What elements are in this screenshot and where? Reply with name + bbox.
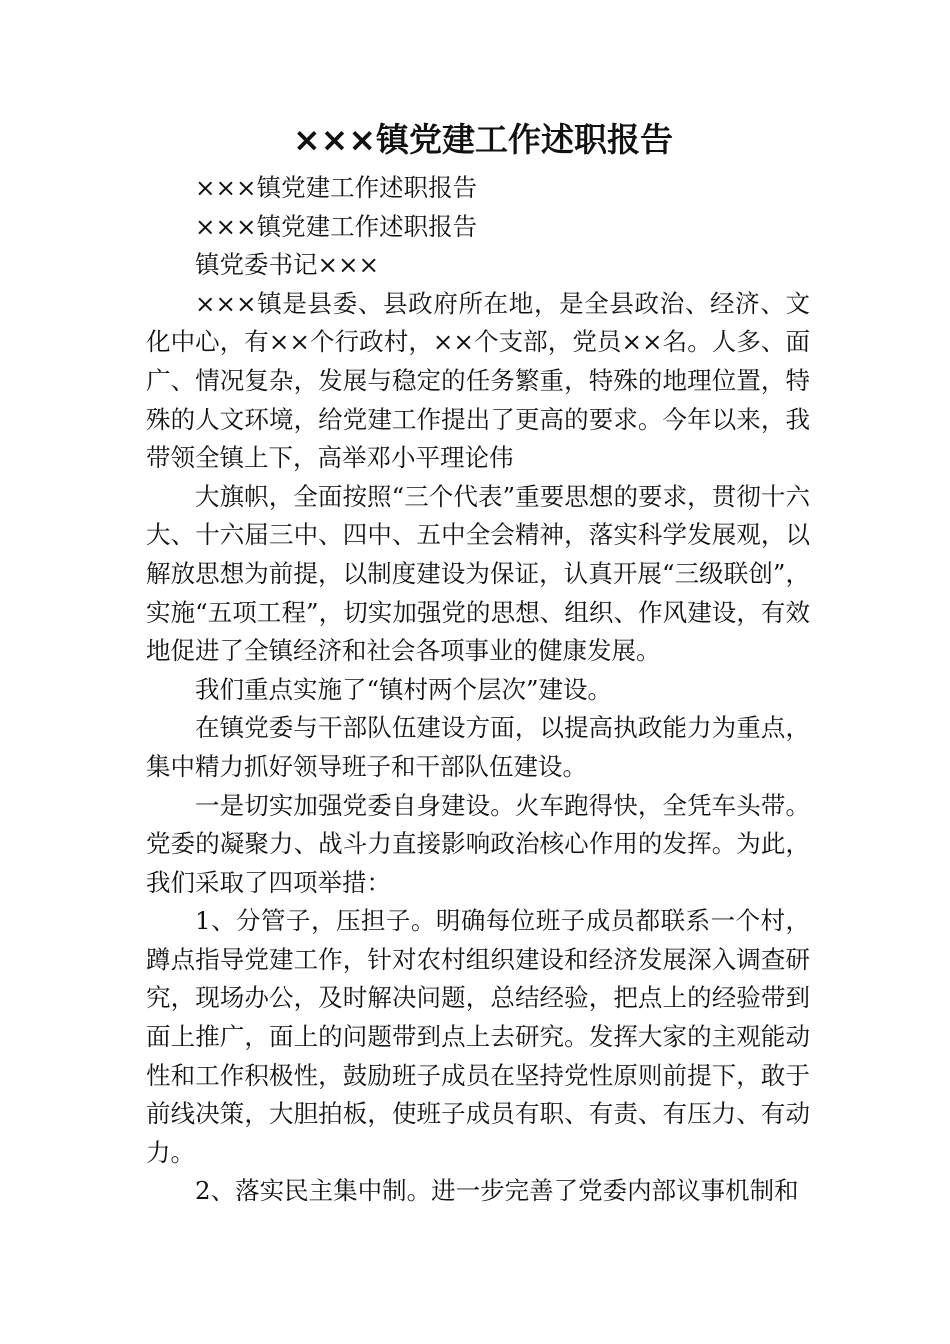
paragraph: 大旗帜，全面按照“三个代表”重要思想的要求，贯彻十六大、十六届三中、四中、五中全会精神，落实科学发展观，以解放思想为前提，以制度建设为保证，认真开展“三级联创”，实施“五项工程”，切实加强党的思想、组织、作风建设，有效地促进了全镇经济和社会各项事业的健康发展。 [146, 481, 810, 666]
paragraph: ×××镇是县委、县政府所在地，是全县政治、经济、文化中心，有××个行政村，××个支部，党员××名。人多、面广、情况复杂，发展与稳定的任务繁重，特殊的地理位置，特殊的人文环境，给党建工作提出了更高的要求。今年以来，我带领全镇上下，高举邓小平理论伟 [146, 288, 810, 473]
paragraph: 2、落实民主集中制。进一步完善了党委内部议事机制和 [195, 1176, 799, 1206]
paragraph: 镇党委书记××× [195, 250, 380, 280]
paragraph: 在镇党委与干部队伍建设方面，以提高执政能力为重点，集中精力抓好领导班子和干部队伍建设。 [146, 713, 810, 781]
document-title: ×××镇党建工作述职报告 [293, 120, 673, 159]
document-body [146, 169, 810, 1211]
paragraph: ×××镇党建工作述职报告 [195, 211, 478, 241]
paragraph: 一是切实加强党委自身建设。火车跑得快，全凭车头带。党委的凝聚力、战斗力直接影响政治核心作用的发挥。为此，我们采取了四项举措： [146, 790, 810, 897]
paragraph: ×××镇党建工作述职报告 [195, 173, 478, 202]
paragraph: 1、分管子，压担子。明确每位班子成员都联系一个村，蹲点指导党建工作，针对农村组织建设和经济发展深入调查研究，现场办公，及时解决问题，总结经验，把点上的经验带到面上推广，面上的问题带到点上去研究。发挥大家的主观能动性和工作积极性，鼓励班子成员在坚持党性原则前提下，敢于前线决策，大胆拍板，使班子成员有职、有责、有压力、有动力。 [146, 906, 810, 1167]
paragraph: 我们重点实施了“镇村两个层次”建设。 [195, 674, 613, 704]
